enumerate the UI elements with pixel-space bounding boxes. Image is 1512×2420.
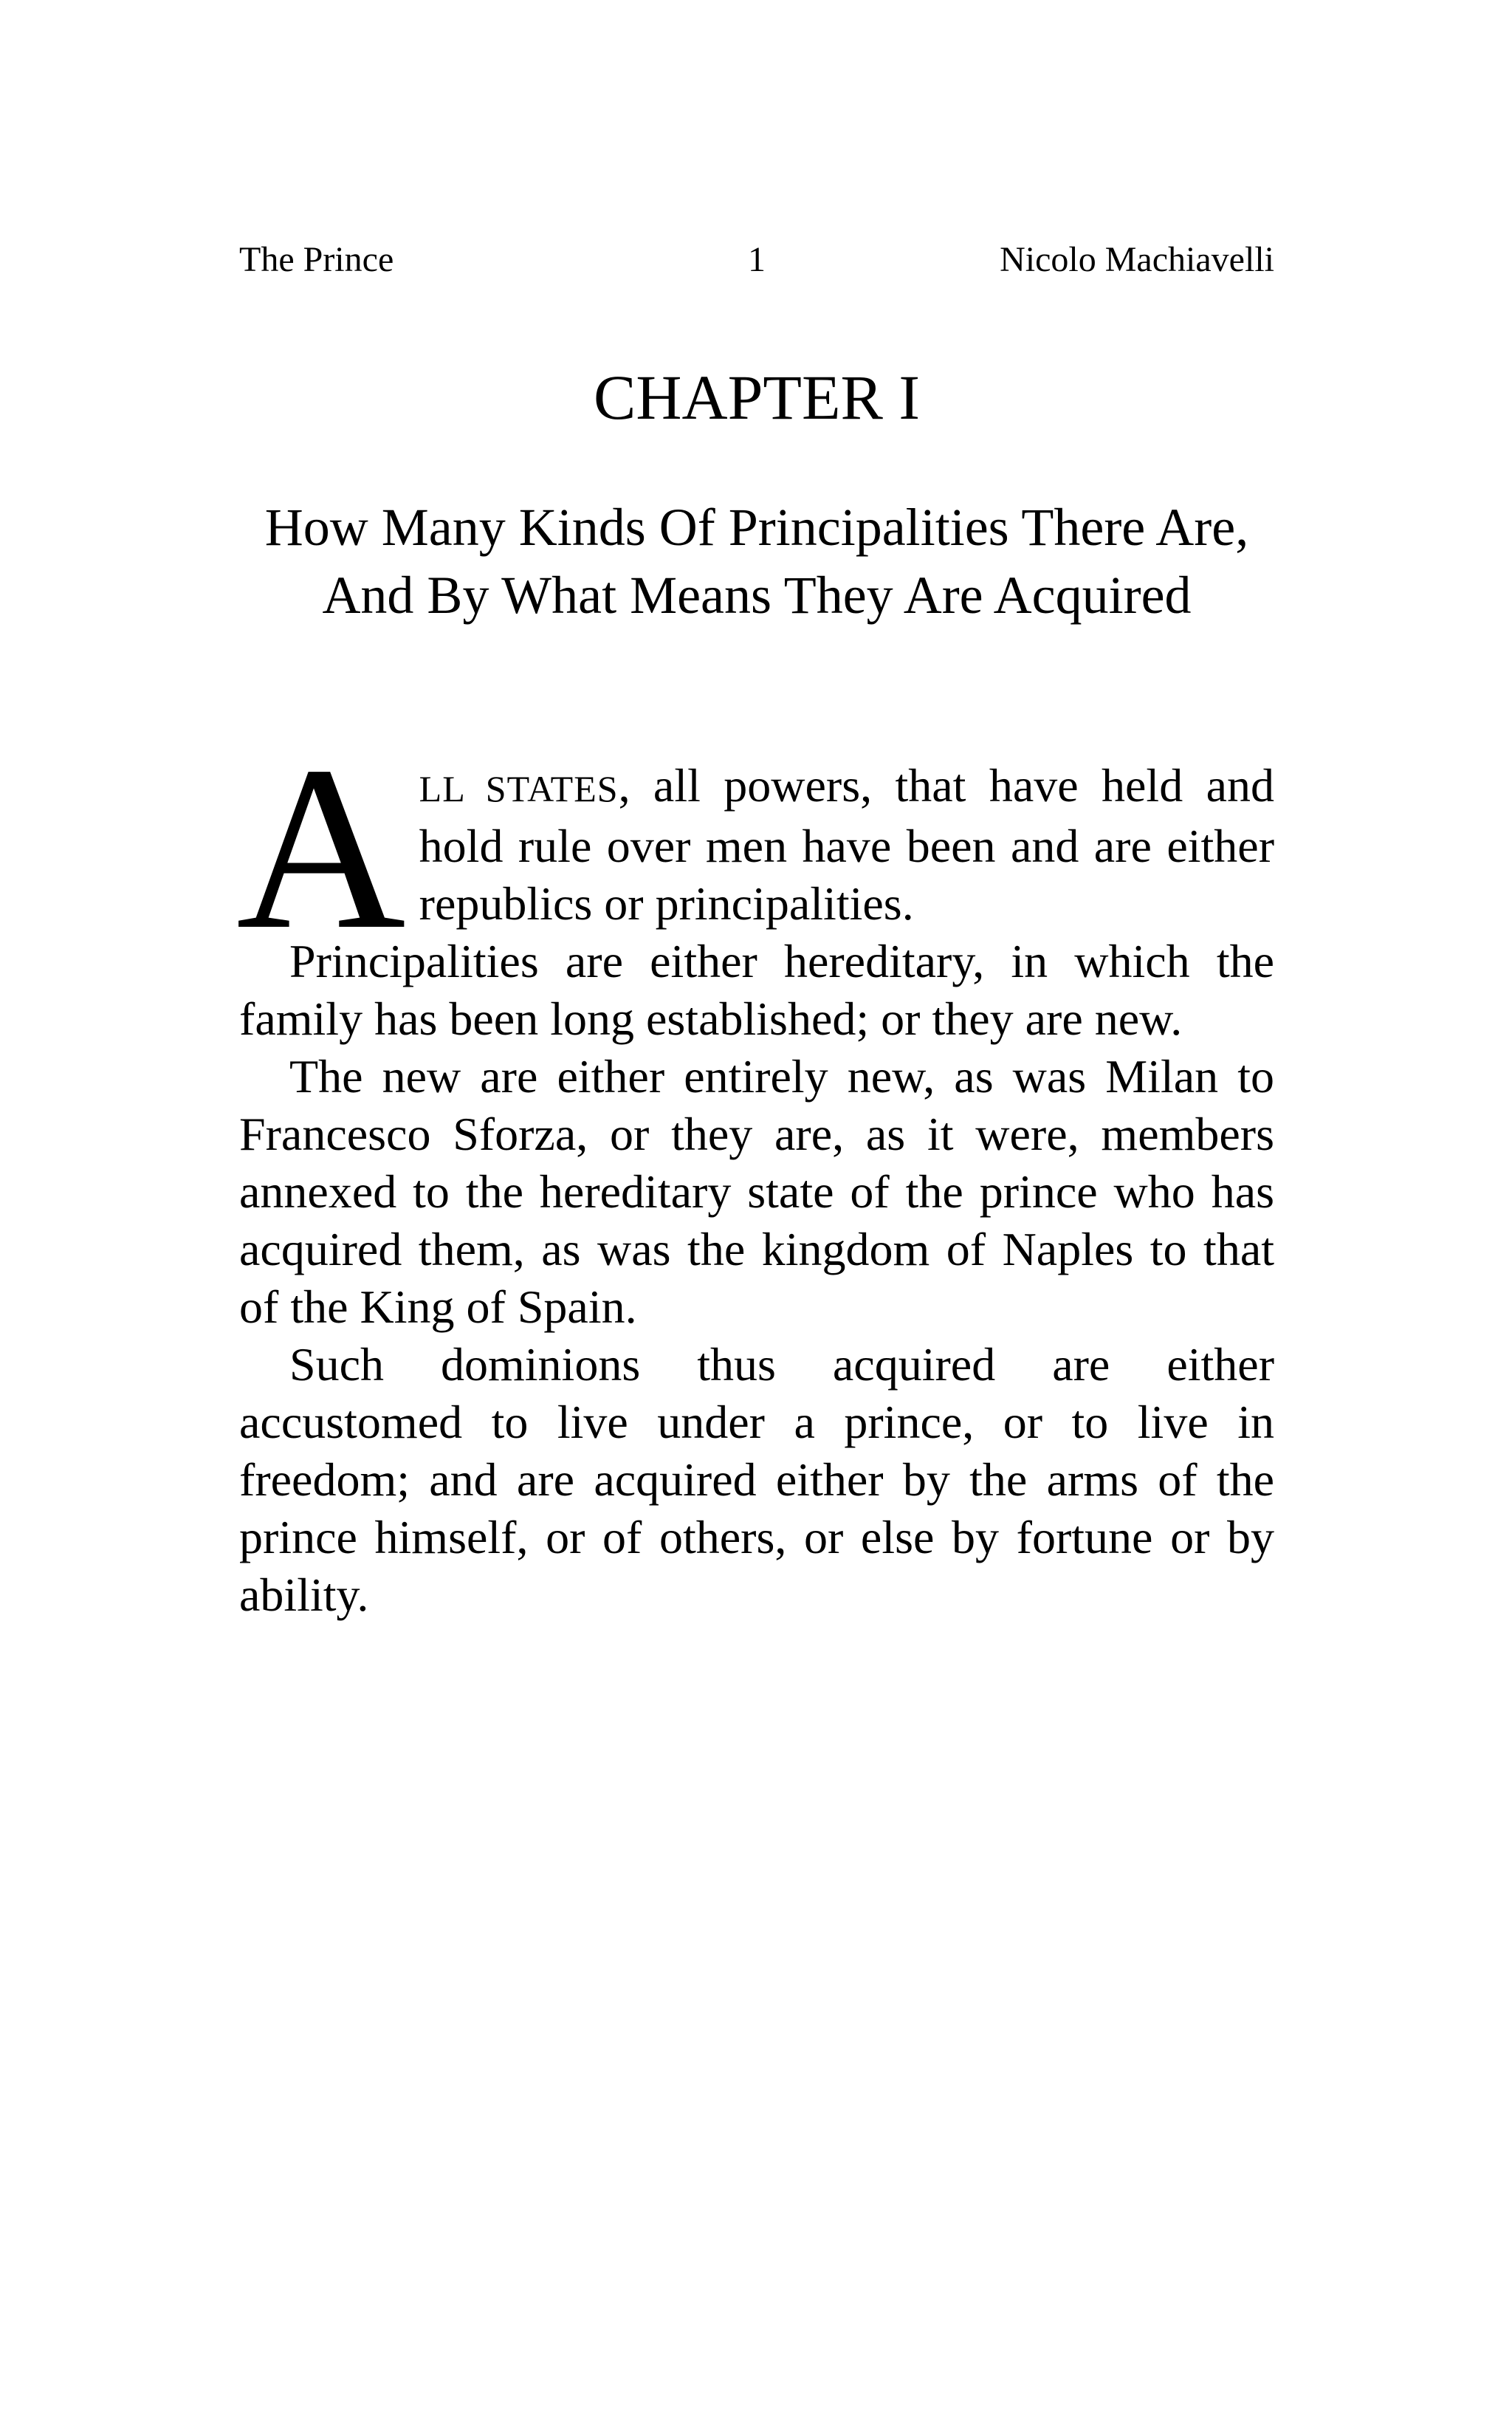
paragraph-3: The new are either entirely new, as was Milan to Francesco Sforza, or they are, as it were, members annexed to the hereditary state of the prince who has acquired them, as was the kingdom of Naples to that of the King of Spain. (239, 1050, 1274, 1333)
drop-cap: A (236, 718, 406, 978)
header-book-title: The Prince (239, 240, 394, 279)
lead-smallcaps: LL STATES (419, 768, 619, 809)
chapter-body (236, 718, 1274, 1624)
paragraph-4: Such dominions thus acquired are either accustomed to live under a prince, or to live in freedom; and are acquired either by the arms of the prince himself, or of others, or else by fortune or by ability. (239, 1338, 1274, 1621)
paragraph-1 (236, 718, 1274, 978)
paragraph-2: Principalities are either hereditary, in which the family has been long established; or they are new. (239, 935, 1274, 1045)
header-author: Nicolo Machiavelli (1000, 240, 1274, 279)
chapter-number: CHAPTER I (594, 362, 920, 433)
chapter-title: How Many Kinds Of Principalities There Are, And By What Means They Are Acquired (264, 498, 1249, 625)
paragraph-1-text: , all powers, that have held and hold rule over men have been and are either republics or principalities. (419, 759, 1274, 930)
running-header (239, 238, 1274, 282)
book-page (236, 0, 1274, 2420)
header-page-number: 1 (748, 240, 766, 279)
